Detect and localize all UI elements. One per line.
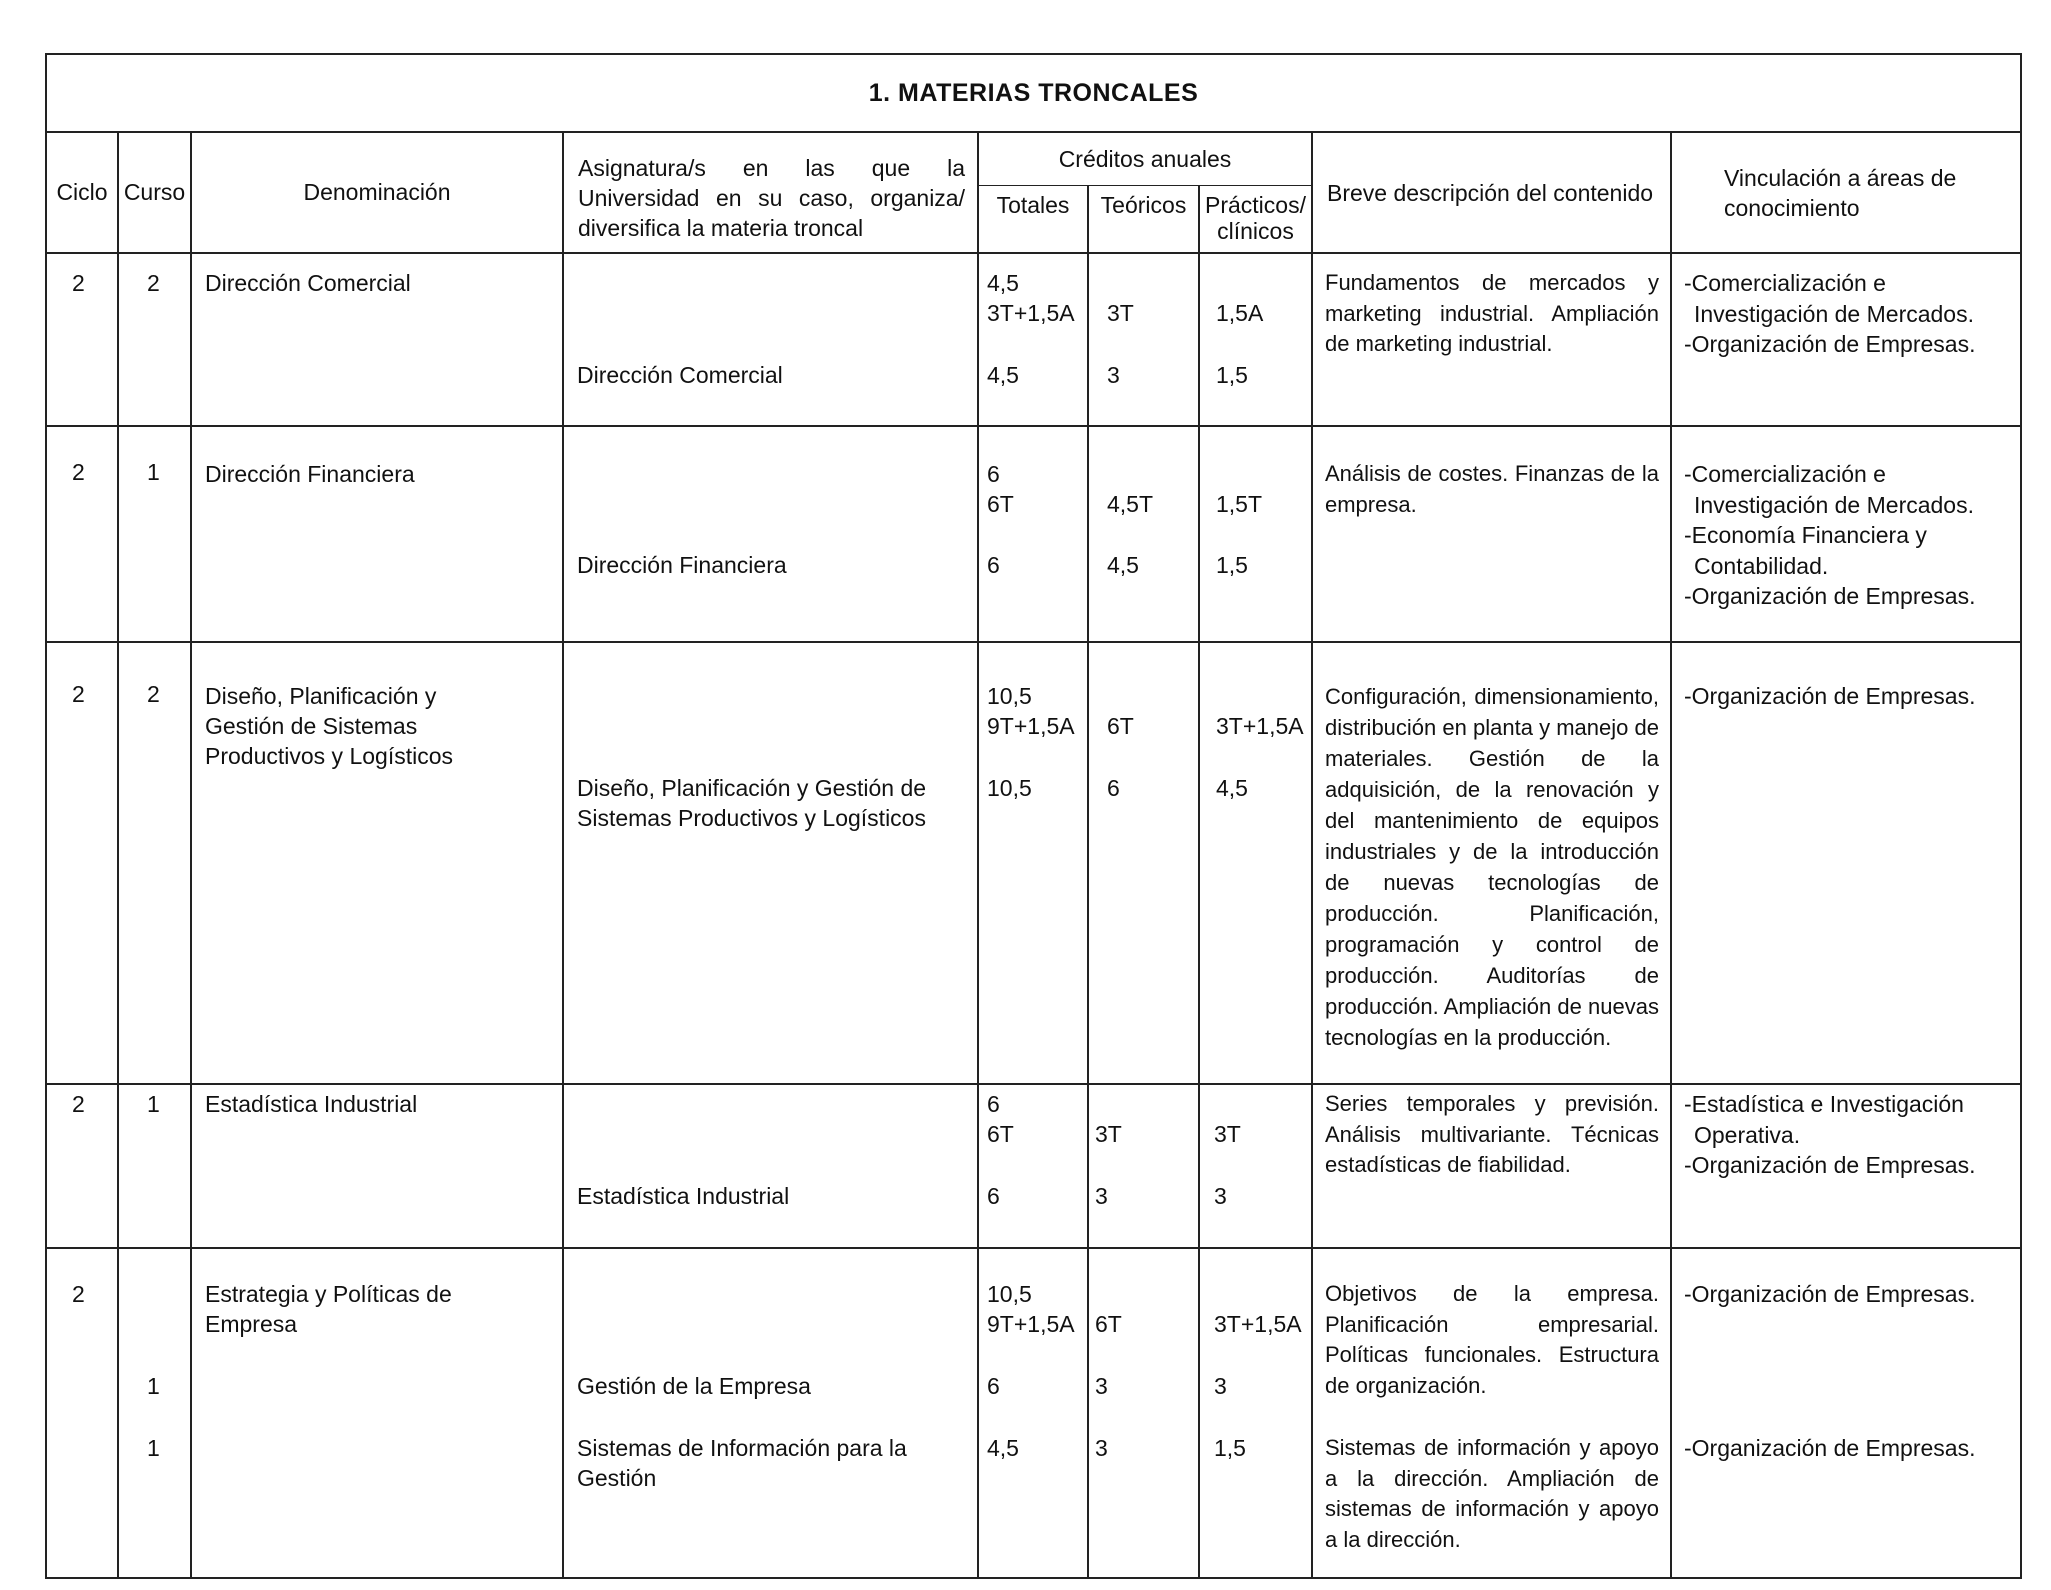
teoricos-value: 6T [1095, 1311, 1122, 1337]
ciclo-value: 2 [72, 681, 85, 707]
totales-value: 10,5 [987, 1281, 1032, 1307]
totales-value: 6 [987, 1183, 1000, 1209]
totales-value: 3T+1,5A [987, 300, 1075, 326]
descripcion-value: Análisis de costes. Finanzas de la empresa. [1325, 461, 1659, 517]
denominacion-value: Diseño, Planificación y Gestión de Sistemas Productivos y Logísticos [205, 683, 454, 769]
totales-value: 4,5 [987, 270, 1019, 296]
area-item: -Organización de Empresas. [1684, 583, 1976, 609]
header-totales: Totales [978, 186, 1088, 254]
header-practicos: Prácticos/ clínicos [1199, 186, 1312, 254]
totales-value: 9T+1,5A [987, 713, 1075, 739]
area-item: -Economía Financiera y Contabilidad. [1684, 522, 1927, 579]
header-creditos: Créditos anuales [978, 132, 1312, 186]
totales-value: 6T [987, 491, 1014, 517]
area-item: -Comercialización e Investigación de Mercados. [1684, 461, 1974, 518]
teoricos-value: 6 [1107, 775, 1120, 801]
denominacion-value: Estrategia y Políticas de Empresa [205, 1281, 452, 1337]
header-curso: Curso [118, 132, 191, 253]
curso-value: 1 [147, 1373, 160, 1399]
curso-value: 1 [147, 1091, 160, 1117]
header-teoricos: Teóricos [1088, 186, 1199, 254]
practicos-value: 4,5 [1216, 775, 1248, 801]
ciclo-value: 2 [72, 1281, 85, 1307]
teoricos-value: 6T [1107, 713, 1134, 739]
asignatura-value: Gestión de la Empresa [577, 1373, 811, 1399]
denominacion-value: Dirección Financiera [205, 461, 415, 487]
curso-value: 1 [147, 1435, 160, 1461]
totales-value: 10,5 [987, 683, 1032, 709]
practicos-value: 1,5 [1214, 1435, 1246, 1461]
teoricos-value: 3 [1107, 362, 1120, 388]
area-item: -Organización de Empresas. [1684, 1435, 1976, 1461]
practicos-value: 3T+1,5A [1214, 1311, 1302, 1337]
ciclo-value: 2 [72, 459, 85, 485]
curso-value: 2 [147, 681, 160, 707]
area-item: -Estadística e Investigación Operativa. [1684, 1091, 1964, 1148]
practicos-value: 1,5 [1216, 362, 1248, 388]
area-item: -Organización de Empresas. [1684, 1281, 1976, 1307]
descripcion-value: Objetivos de la empresa. Planificación empresarial. Políticas funcionales. Estructura de organización. [1325, 1281, 1659, 1398]
header-asignatura: Asignatura/s en las que la Universidad en su caso, organiza/ diversifica la materia troncal [563, 132, 978, 253]
descripcion-value: Configuración, dimensionamiento, distribución en planta y manejo de materiales. Gestión de la adquisición, de la renovación y del mantenimiento de equipos industriales y de la introducción de nuevas tecnologías de producción. Planificación, programación y control de producción. Auditorías de producción. Ampliación de nuevas tecnologías en la producción. [1325, 684, 1659, 1050]
descripcion-value: Fundamentos de mercados y marketing industrial. Ampliación de marketing industrial. [1325, 270, 1659, 356]
practicos-value: 3 [1214, 1183, 1227, 1209]
area-item: -Organización de Empresas. [1684, 683, 1976, 709]
practicos-value: 1,5 [1216, 552, 1248, 578]
header-denominacion: Denominación [191, 132, 563, 253]
area-item: -Comercialización e Investigación de Mercados. [1684, 270, 1974, 327]
ciclo-value: 2 [72, 1091, 85, 1117]
descripcion-value: Sistemas de información y apoyo a la dirección. Ampliación de sistemas de información y apoyo a la dirección. [1325, 1435, 1659, 1552]
practicos-value: 1,5T [1216, 491, 1263, 517]
practicos-value: 3 [1214, 1373, 1227, 1399]
areas-value [1684, 1089, 2016, 1181]
asignatura-value: Dirección Comercial [577, 362, 783, 388]
totales-value: 6 [987, 552, 1000, 578]
header-vinculacion: Vinculación a áreas de conocimiento [1671, 132, 2021, 253]
totales-value: 9T+1,5A [987, 1311, 1075, 1337]
denominacion-value: Dirección Comercial [205, 270, 411, 296]
areas-value [1684, 268, 2016, 360]
denominacion-value: Estadística Industrial [205, 1091, 418, 1117]
totales-value: 10,5 [987, 775, 1032, 801]
header-breve: Breve descripción del contenido [1312, 132, 1671, 253]
totales-value: 6 [987, 461, 1000, 487]
header-ciclo: Ciclo [46, 132, 118, 253]
descripcion-value: Series temporales y previsión. Análisis multivariante. Técnicas estadísticas de fiabilidad. [1325, 1091, 1659, 1177]
practicos-value: 1,5A [1216, 300, 1264, 326]
teoricos-value: 3 [1095, 1435, 1108, 1461]
totales-value: 6 [987, 1373, 1000, 1399]
practicos-value: 3T+1,5A [1216, 713, 1304, 739]
totales-value: 4,5 [987, 362, 1019, 388]
document-page [45, 53, 2020, 1579]
teoricos-value: 4,5T [1107, 491, 1154, 517]
curso-value: 2 [147, 270, 160, 296]
curso-value: 1 [147, 459, 160, 485]
teoricos-value: 3T [1107, 300, 1134, 326]
teoricos-value: 4,5 [1107, 552, 1139, 578]
areas-value [1684, 459, 2016, 612]
teoricos-value: 3 [1095, 1183, 1108, 1209]
areas-value [1684, 681, 2016, 712]
area-item: -Organización de Empresas. [1684, 1152, 1976, 1178]
teoricos-value: 3T [1095, 1121, 1122, 1147]
asignatura-value: Diseño, Planificación y Gestión de Sistemas Productivos y Logísticos [577, 775, 927, 831]
asignatura-value: Estadística Industrial [577, 1183, 790, 1209]
totales-value: 4,5 [987, 1435, 1019, 1461]
area-item: -Organización de Empresas. [1684, 331, 1976, 357]
practicos-value: 3T [1214, 1121, 1241, 1147]
totales-value: 6 [987, 1091, 1000, 1117]
asignatura-value: Sistemas de Información para la Gestión [577, 1435, 907, 1491]
asignatura-value: Dirección Financiera [577, 552, 787, 578]
table-title: 1. MATERIAS TRONCALES [46, 54, 2021, 132]
totales-value: 6T [987, 1121, 1014, 1147]
materias-troncales-table [45, 53, 2022, 1579]
ciclo-value: 2 [72, 270, 85, 296]
teoricos-value: 3 [1095, 1373, 1108, 1399]
